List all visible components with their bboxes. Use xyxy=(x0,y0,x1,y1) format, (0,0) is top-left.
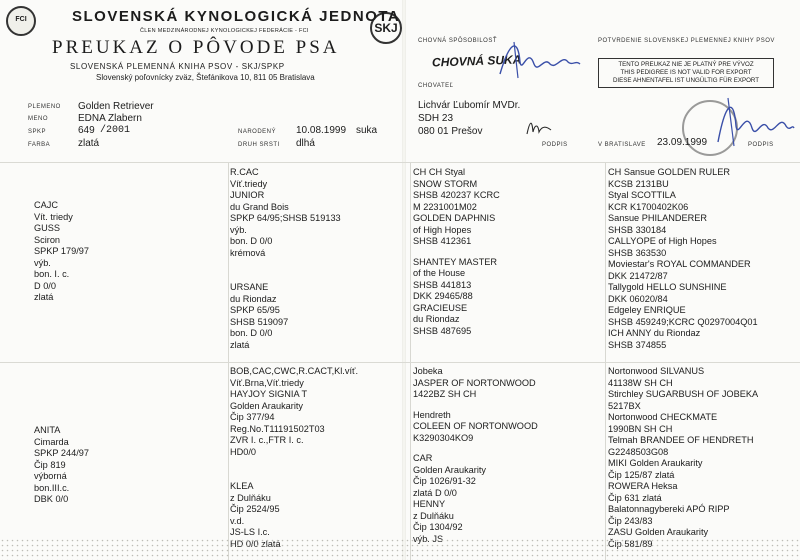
gen3-sire-side xyxy=(413,167,500,337)
notice-line: DIESE AHNENTAFEL IST UNGÜLTIG FÜR EXPORT xyxy=(612,77,760,84)
certification-date: 23.09.1999 xyxy=(657,137,708,148)
color-value: zlatá xyxy=(78,138,100,149)
pedigree-line: KCSB 2131BU xyxy=(608,178,669,189)
pedigree-line: bon. I. c. xyxy=(34,269,70,279)
breeder-name: Lichvár Ľubomír MVDr. xyxy=(418,100,521,111)
pedigree-line: CH Sansue GOLDEN RULER xyxy=(608,167,731,177)
place-label: V BRATISLAVE xyxy=(598,142,646,148)
pedigree-line: Čip 1304/92 xyxy=(413,522,463,532)
pedigree-line: 1990BN SH CH xyxy=(608,423,673,434)
spacer xyxy=(413,444,538,453)
pedigree-line: Stirchley SUGARBUSH OF JOBEKA xyxy=(608,389,759,399)
dam-sire-entry xyxy=(230,366,358,458)
pedigree-line: JS-LS I.c. xyxy=(230,527,270,537)
pedigree-line: GRACIEUSE xyxy=(413,302,468,313)
pedigree-line: Styal SCOTTILA xyxy=(608,190,676,200)
pedigree-line: SHSB 519097 xyxy=(230,316,289,327)
pedigree-line: CALLYOPE of High Hopes xyxy=(608,236,717,246)
pedigree-line: SHSB 363530 xyxy=(608,247,667,258)
sex-value: suka xyxy=(356,125,378,136)
breeder-label: CHOVATEĽ xyxy=(418,83,454,89)
pedigree-line: du Grand Bois xyxy=(230,201,289,212)
pedigree-line: COLEEN OF NORTONWOOD xyxy=(413,421,538,431)
pedigree-line: DBK 0/0 xyxy=(34,494,69,504)
pedigree-line: ANITA xyxy=(34,425,61,435)
pedigree-line: KCR K1700402K06 xyxy=(608,201,689,212)
pedigree-line: URSANE xyxy=(230,282,269,292)
pedigree-line: CAJC xyxy=(34,200,58,210)
column-divider xyxy=(228,162,229,560)
pedigree-line: K3290304KO9 xyxy=(413,432,474,443)
breed-label: PLEMENO xyxy=(28,104,61,110)
export-notice xyxy=(598,58,774,88)
breeder-sign-label: PODPIS xyxy=(542,142,568,148)
pedigree-line: Jobeka xyxy=(413,366,443,376)
pedigree-line: GOLDEN DAPHNIS xyxy=(413,213,496,223)
row-divider xyxy=(0,362,800,363)
pedigree-line: SHSB 412361 xyxy=(413,236,472,246)
pedigree-line: SHSB 487695 xyxy=(413,325,472,336)
pedigree-line: výborná xyxy=(34,471,67,481)
pedigree-line: krémová xyxy=(230,247,266,258)
pedigree-line: BOB,CAC,CWC,R.CACT,Kl.víť. xyxy=(230,366,358,376)
sire-sire-entry xyxy=(230,167,341,259)
pedigree-line: Golden Araukarity xyxy=(230,400,304,411)
pedigree-line: SHSB 420237 KCRC xyxy=(413,190,500,200)
pedigree-line: SNOW STORM xyxy=(413,178,478,189)
pedigree-line: Vít. triedy xyxy=(34,211,73,222)
pedigree-line: HENNY xyxy=(413,499,446,509)
pedigree-line: Čip 631 zlatá xyxy=(608,492,662,503)
pedigree-line: výb. xyxy=(230,224,247,235)
pedigree-line: DKK 06020/84 xyxy=(608,293,668,304)
pedigree-line: bon. D 0/0 xyxy=(230,328,273,338)
pedigree-line: SHANTEY MASTER xyxy=(413,256,498,267)
spacer xyxy=(413,401,538,410)
breeder-initials-icon xyxy=(524,118,554,138)
spacer xyxy=(413,248,500,257)
dam-entry xyxy=(34,425,89,506)
pedigree-line: ZVR I. c.,FTR I. c. xyxy=(230,435,304,445)
pedigree-line: Tallygold HELLO SUNSHINE xyxy=(608,282,727,292)
pedigree-line: bon. D 0/0 xyxy=(230,236,273,246)
pedigree-line: Sansue PHILANDERER xyxy=(608,213,708,223)
document-title: PREUKAZ O PÔVODE PSA xyxy=(52,37,340,58)
pedigree-line: JASPER OF NORTONWOOD xyxy=(413,377,536,388)
coat-value: dlhá xyxy=(296,138,315,149)
pedigree-line: Reg.No.T11191502T03 xyxy=(230,423,325,434)
pedigree-line: Golden Araukarity xyxy=(413,464,487,475)
pedigree-line: M 2231001M02 xyxy=(413,201,477,212)
pedigree-line: Čip 2524/95 xyxy=(230,504,280,514)
pedigree-line: Čip 125/87 zlatá xyxy=(608,469,675,480)
pedigree-line: Nortonwood SILVANUS xyxy=(608,366,705,376)
spkp-number: 649 xyxy=(78,125,95,136)
pedigree-line: Čip 377/94 xyxy=(230,412,275,422)
pedigree-line: Telmah BRANDEE OF HENDRETH xyxy=(608,435,754,445)
pedigree-line: 41138W SH CH xyxy=(608,377,673,388)
fci-logo xyxy=(6,6,36,36)
pedigree-line: GUSS xyxy=(34,223,61,233)
pedigree-line: zlatá xyxy=(230,339,250,350)
skj-logo-text: SKJ xyxy=(374,21,398,35)
sire-dam-entry xyxy=(230,282,288,351)
born-label: NARODENÝ xyxy=(238,129,277,135)
org-subtitle: ČLEN MEDZINÁRODNEJ KYNOLOGICKEJ FEDERÁCIE - FCI xyxy=(140,28,309,34)
notice-line: TENTO PREUKAZ NIE JE PLATNÝ PRE VÝVOZ xyxy=(618,61,754,68)
pedigree-line: of High Hopes xyxy=(413,224,472,235)
org-name: SLOVENSKÁ KYNOLOGICKÁ JEDNOTA xyxy=(72,8,401,25)
fci-logo-text: FCI xyxy=(15,16,27,23)
registry-address: Slovenský poľovnícky zväz, Štefánikova 10, 811 05 Bratislava xyxy=(96,73,315,82)
pedigree-line: zlatá D 0/0 xyxy=(413,487,457,498)
pedigree-line: SPKP 244/97 xyxy=(34,448,89,458)
column-divider xyxy=(605,162,606,560)
pedigree-line: zlatá xyxy=(34,292,54,302)
pedigree-line: D 0/0 xyxy=(34,280,56,291)
breeding-ability-label: CHOVNÁ SPÔSOBILOSŤ xyxy=(418,38,498,44)
pedigree-line: SHSB 441813 xyxy=(413,279,472,290)
pedigree-line: du Riondaz xyxy=(230,293,277,304)
breed-value: Golden Retriever xyxy=(78,101,154,112)
pedigree-line: DKK 21472/87 xyxy=(608,270,668,281)
pedigree-line: SHSB 374855 xyxy=(608,339,667,350)
pedigree-line: HD0/0 xyxy=(230,446,257,457)
pedigree-line: G2248503G08 xyxy=(608,446,669,457)
name-label: MENO xyxy=(28,116,48,122)
pedigree-line: z Dulňáku xyxy=(230,492,271,503)
pedigree-line: Moviestar's ROYAL COMMANDER xyxy=(608,259,751,269)
coat-label: DRUH SRSTI xyxy=(238,142,280,148)
pedigree-line: Víť.Brna,Víť.triedy xyxy=(230,377,304,388)
spkp-label: SPKP xyxy=(28,129,47,135)
dog-name-value: EDNA Zlabern xyxy=(78,113,142,124)
pedigree-line: Sciron xyxy=(34,234,61,245)
pedigree-line: CAR xyxy=(413,453,433,463)
pedigree-line: Edgeley ENRIQUE xyxy=(608,305,686,315)
pedigree-line: CH CH Styal xyxy=(413,167,466,177)
pedigree-line: výb. xyxy=(34,257,51,268)
pedigree-line: Nortonwood CHECKMATE xyxy=(608,412,718,422)
certification-sign-label: PODPIS xyxy=(748,142,774,148)
page-fold xyxy=(402,0,406,560)
gen4-sire-side xyxy=(608,167,758,351)
born-date: 10.08.1999 xyxy=(296,125,347,136)
pedigree-line: SPKP 64/95;SHSB 519133 xyxy=(230,213,341,223)
pedigree-line: bon.III.c. xyxy=(34,482,70,493)
pedigree-line: ZASU Golden Araukarity xyxy=(608,527,709,537)
breeder-city: 080 01 Prešov xyxy=(418,126,483,137)
pedigree-line: MIKI Golden Araukarity xyxy=(608,458,703,468)
pedigree-line: SHSB 330184 xyxy=(608,224,667,235)
gen3-dam-side xyxy=(413,366,538,545)
registry-name: SLOVENSKÁ PLEMENNÁ KNIHA PSOV - SKJ/SPKP xyxy=(70,62,285,71)
pedigree-line: Hendreth xyxy=(413,409,451,420)
row-divider xyxy=(0,162,800,163)
decorative-dot-border xyxy=(0,538,800,560)
pedigree-line: v.d. xyxy=(230,515,245,526)
pedigree-line: z Dulňáku xyxy=(413,510,454,521)
color-label: FARBA xyxy=(28,142,51,148)
pedigree-line: du Riondaz xyxy=(413,314,460,324)
pedigree-line: R.CAC xyxy=(230,167,259,177)
pedigree-line: Balatonnagybereki APÓ RIPP xyxy=(608,504,730,514)
pedigree-line: JUNIOR xyxy=(230,190,265,200)
pedigree-line: SPKP 65/95 xyxy=(230,305,280,315)
notice-line: THIS PEDIGREE IS NOT VALID FOR EXPORT xyxy=(620,69,752,76)
pedigree-line: SHSB 459249;KCRC Q0297004Q01 xyxy=(608,316,758,327)
pedigree-line: of the House xyxy=(413,268,466,278)
pedigree-line: Čip 819 xyxy=(34,459,66,470)
pedigree-line: HAYJOY SIGNIA T xyxy=(230,389,308,399)
pedigree-line: ICH ANNY du Riondaz xyxy=(608,328,701,338)
pedigree-line: 5217BX xyxy=(608,400,641,411)
pedigree-line: Čip 1026/91-32 xyxy=(413,476,476,486)
pedigree-line: Víť.triedy xyxy=(230,178,268,189)
breeding-stamp: CHOVNÁ SUKA xyxy=(431,52,522,70)
certification-label: POTVRDENIE SLOVENSKEJ PLEMENNEJ KNIHY PSOV xyxy=(598,38,775,44)
pedigree-line: KLEA xyxy=(230,481,254,491)
pedigree-line: 1422BZ SH CH xyxy=(413,389,477,399)
pedigree-line: ROWERA Heksa xyxy=(608,481,678,491)
breeder-signature-icon xyxy=(496,34,582,82)
breeder-street: SDH 23 xyxy=(418,113,454,124)
pedigree-line: Cimarda xyxy=(34,436,69,447)
gen4-dam-side xyxy=(608,366,758,550)
pedigree-line: SPKP 179/97 xyxy=(34,246,89,256)
pedigree-line: DKK 29465/88 xyxy=(413,291,473,301)
sire-entry xyxy=(34,200,89,304)
pedigree-line: Čip 243/83 xyxy=(608,515,653,526)
column-divider xyxy=(410,162,411,560)
spkp-year: /2001 xyxy=(100,125,131,136)
